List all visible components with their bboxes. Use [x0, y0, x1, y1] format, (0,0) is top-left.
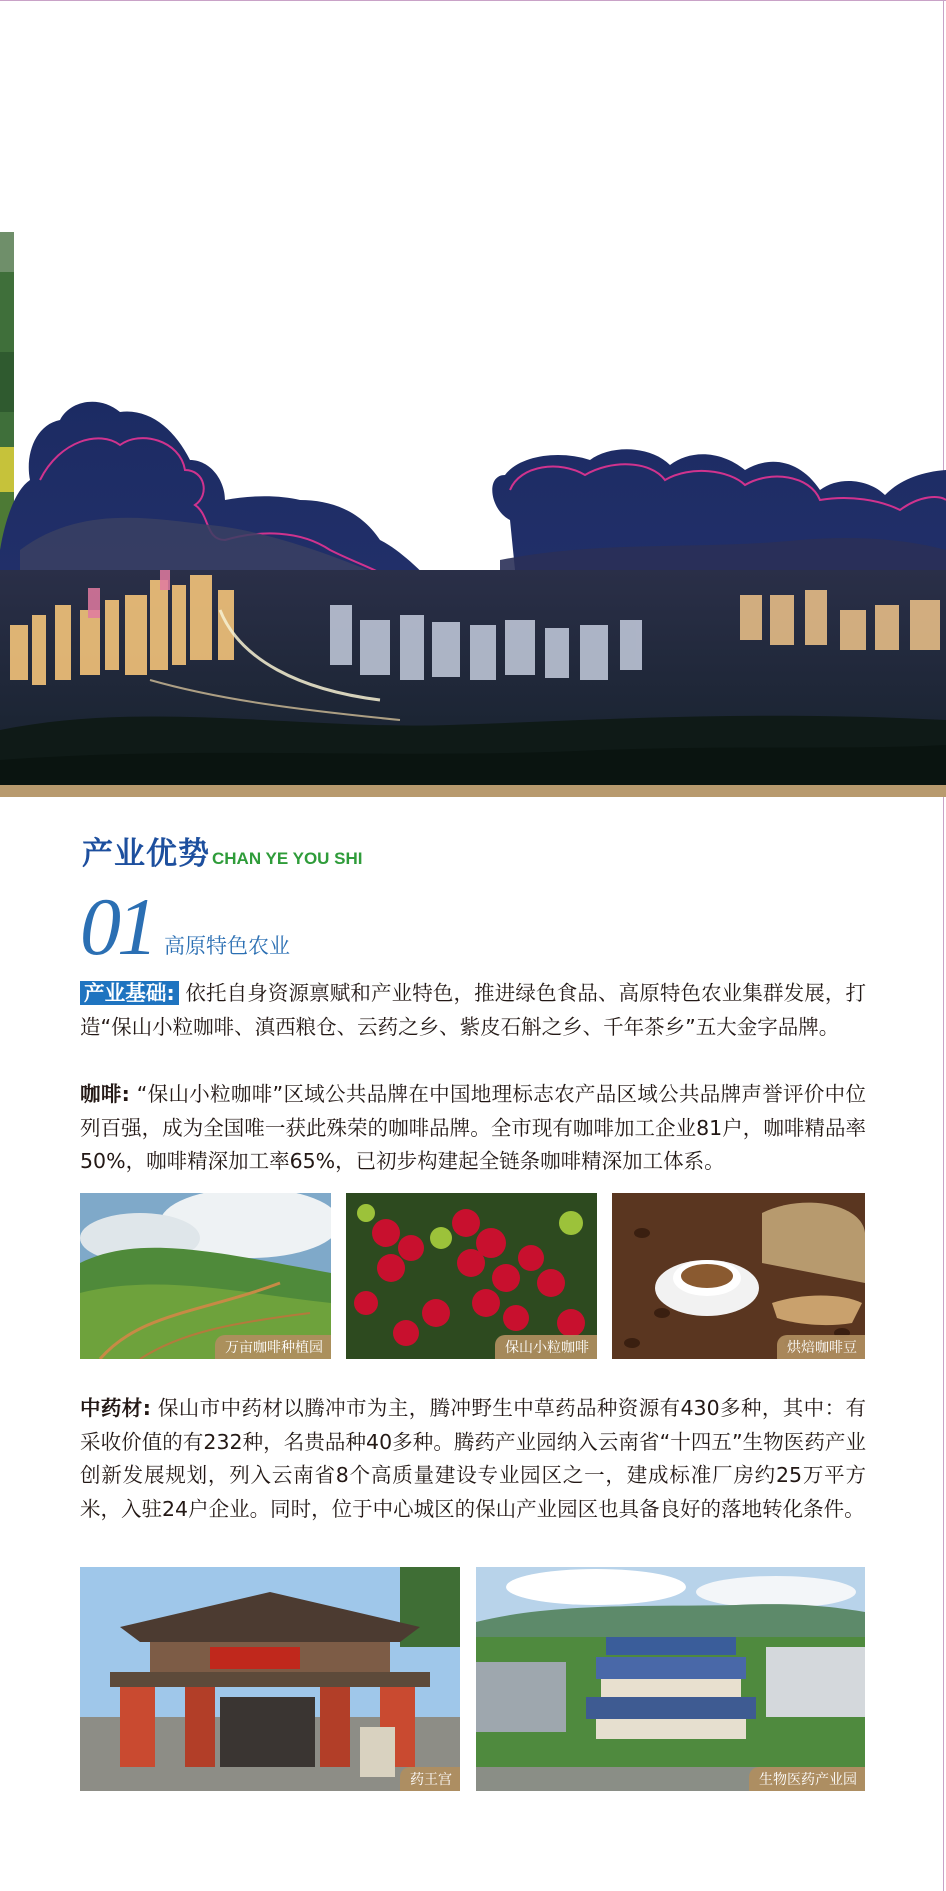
paragraph-coffee: [80, 1078, 866, 1179]
page-edge-line: [943, 0, 944, 1891]
gold-divider-band: [0, 785, 946, 797]
caption-yaowang-palace: 药王宫: [400, 1767, 460, 1791]
herbal-medicine-label: 中药材:: [80, 1396, 151, 1420]
section-title: 高原特色农业: [164, 934, 290, 958]
industry-base-tag: 产业基础:: [80, 981, 179, 1005]
section-heading: [82, 828, 363, 873]
photo-coffee-cherries: [346, 1193, 597, 1359]
caption-roasted-beans: 烘焙咖啡豆: [777, 1335, 865, 1359]
hero-night-city-image: [0, 400, 946, 797]
coffee-text: “保山小粒咖啡”区域公共品牌在中国地理标志农产品区域公共品牌声誉评价中位列百强，成为全国唯一获此殊荣的咖啡品牌。全市现有咖啡加工企业81户，咖啡精品率50%，咖啡精深加工率65%，已初步构建起全链条咖啡精深加工体系。: [80, 1082, 866, 1173]
photo-yaowang-palace: [80, 1567, 460, 1791]
photo-biomedical-park: [476, 1567, 865, 1791]
industry-base-text: 依托自身资源禀赋和产业特色，推进绿色食品、高原特色农业集群发展，打造“保山小粒咖啡、滇西粮仓、云药之乡、紫皮石斛之乡、千年茶乡”五大金字品牌。: [80, 981, 866, 1039]
herbal-medicine-text: 保山市中药材以腾冲市为主，腾冲野生中草药品种资源有430多种，其中：有采收价值的有232种，名贵品种40多种。腾药产业园纳入云南省“十四五”生物医药产业创新发展规划，列入云南省8个高质量建设专业园区之一，建成标准厂房约25万平方米，入驻24户企业。同时，位于中心城区的保山产业园区也具备良好的落地转化条件。: [80, 1396, 866, 1521]
caption-biomedical-park: 生物医药产业园: [749, 1767, 865, 1791]
top-border: [0, 0, 946, 1]
photo-roasted-beans: [612, 1193, 865, 1359]
section-number: 01: [80, 881, 154, 972]
caption-coffee-plantation: 万亩咖啡种植园: [215, 1335, 331, 1359]
paragraph-herbal-medicine: [80, 1392, 866, 1526]
heading-en: CHAN YE YOU SHI: [212, 849, 363, 868]
section-number-row: [80, 881, 290, 972]
photo-coffee-plantation: [80, 1193, 331, 1359]
caption-coffee-cherries: 保山小粒咖啡: [495, 1335, 597, 1359]
coffee-label: 咖啡:: [80, 1082, 130, 1106]
paragraph-industry-base: [80, 977, 866, 1044]
heading-zh: 产业优势: [82, 836, 210, 872]
